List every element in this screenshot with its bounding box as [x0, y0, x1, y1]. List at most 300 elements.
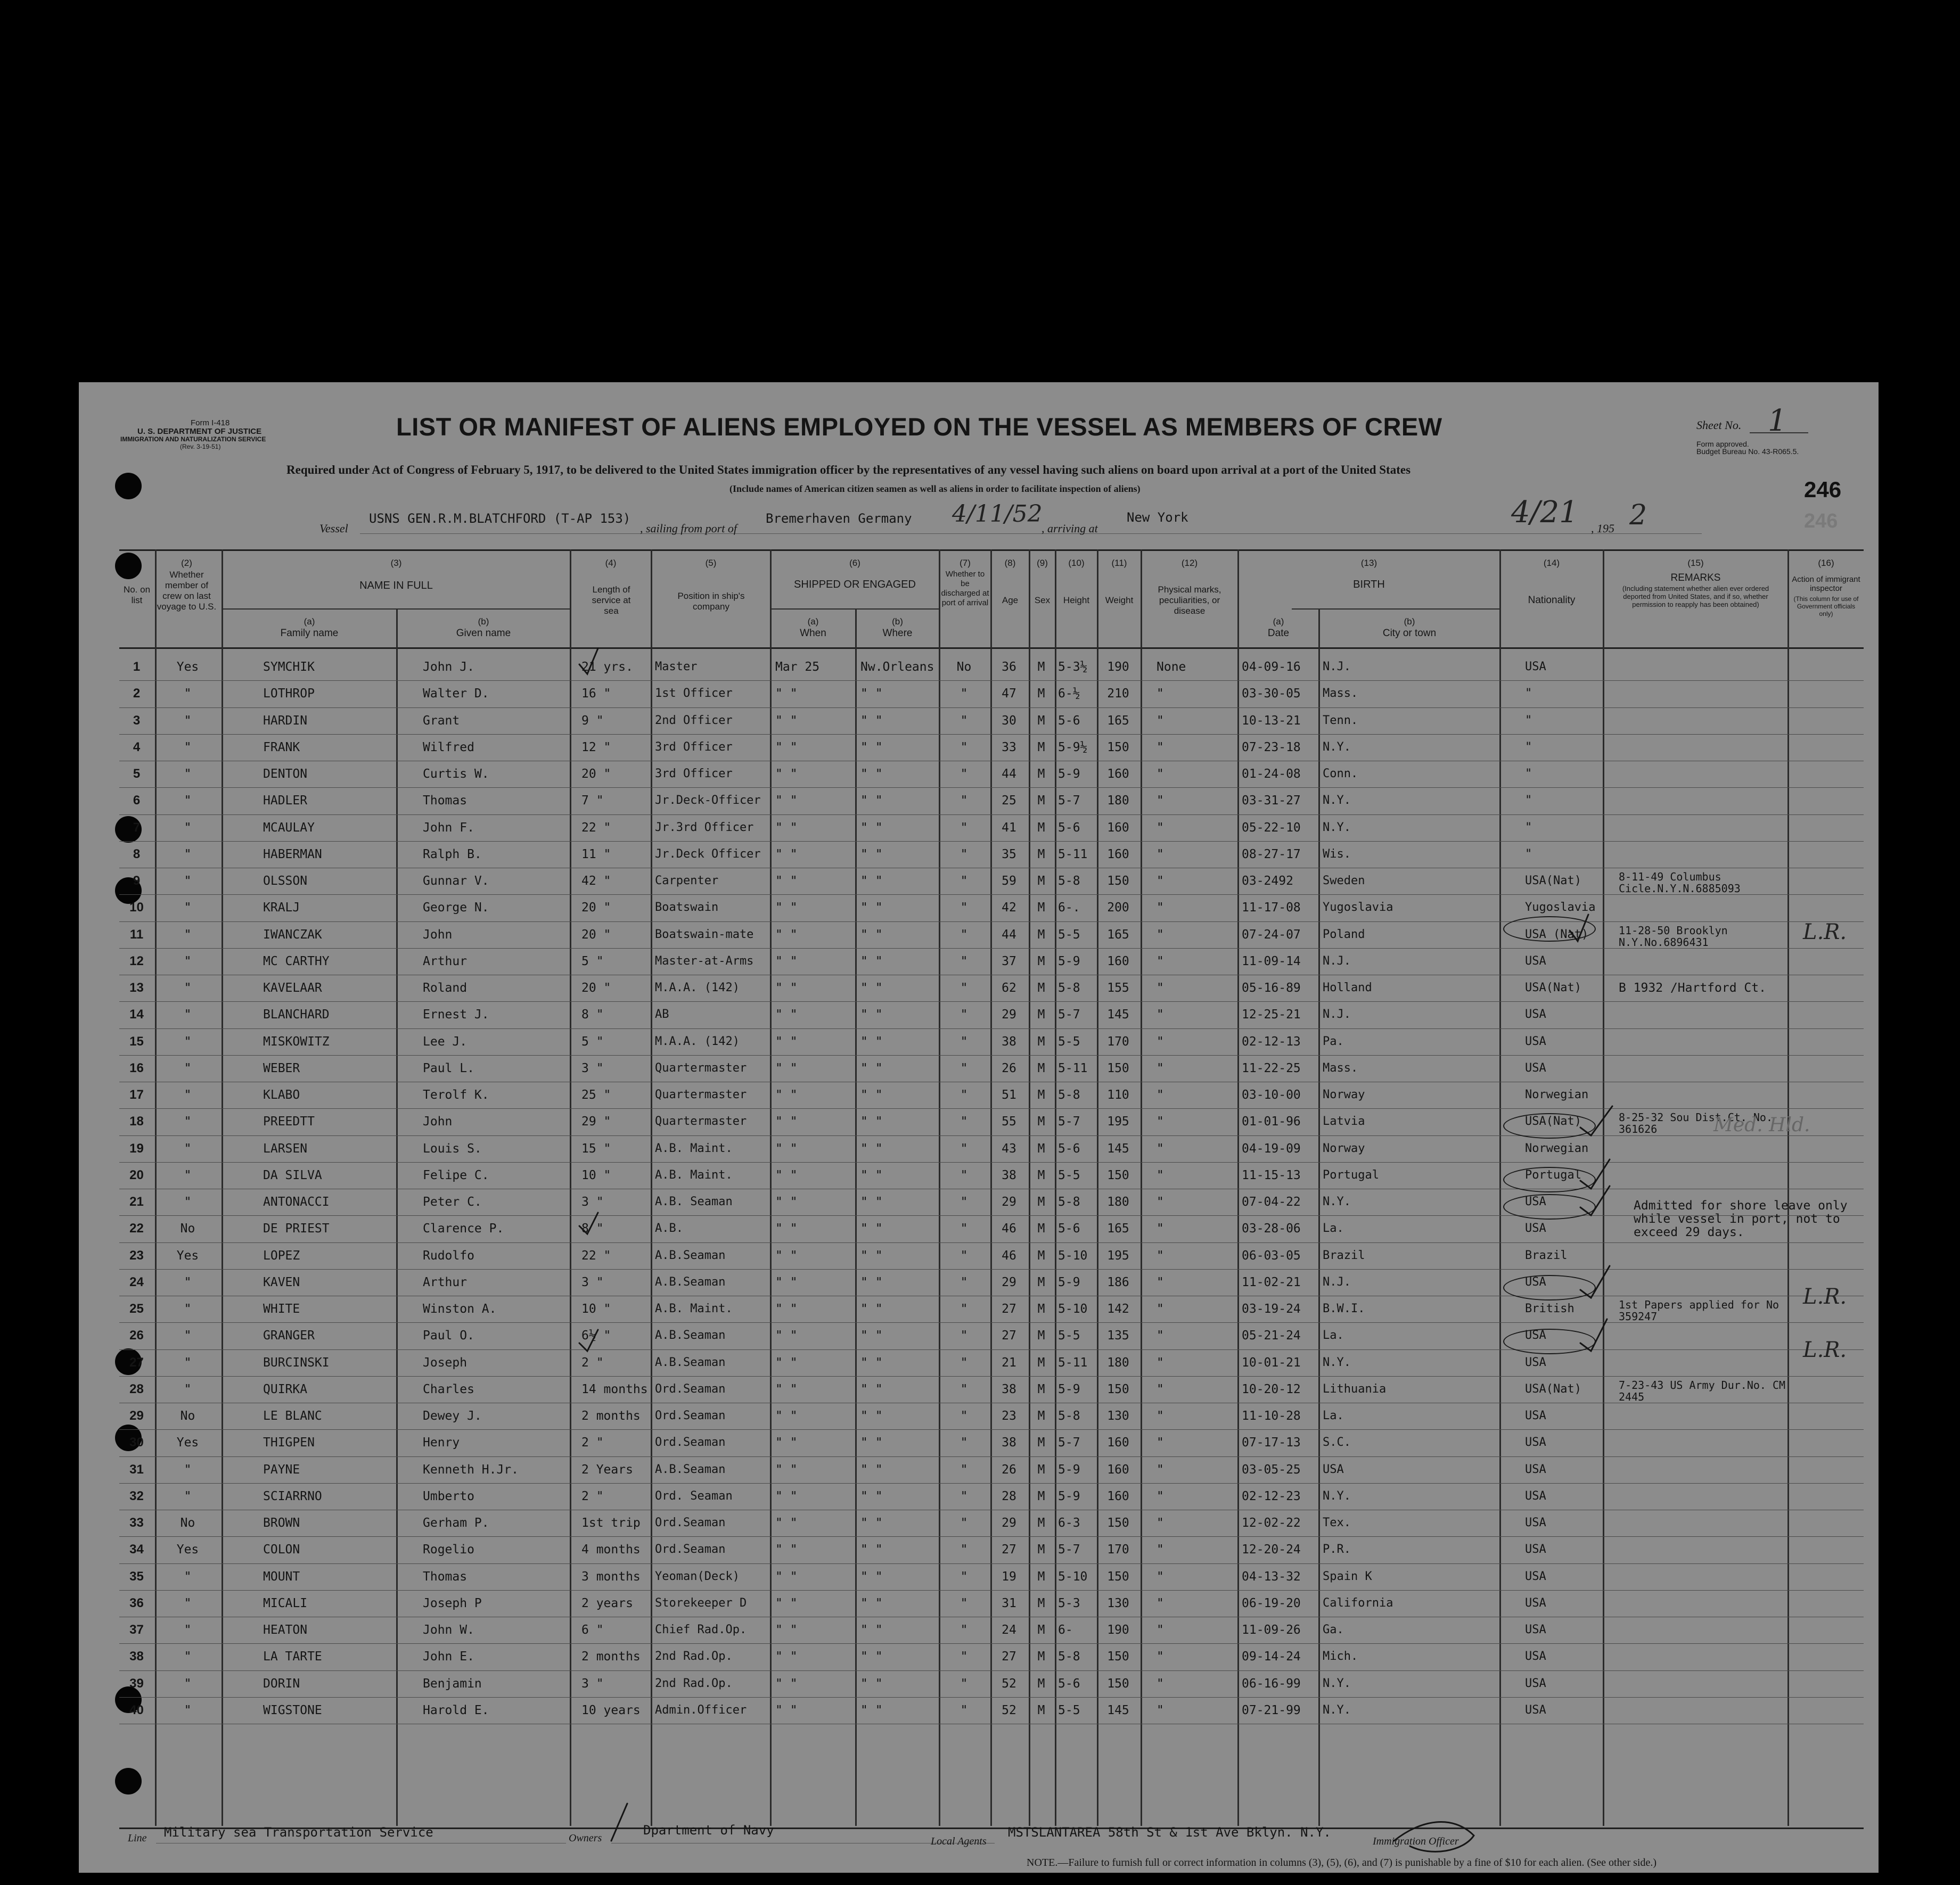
cell-nat: ": [1525, 740, 1532, 754]
cell-given: Gerham P.: [423, 1516, 489, 1530]
cell-no: 21: [129, 1195, 144, 1209]
cell-service: 4 months: [581, 1543, 641, 1557]
cell-no: 26: [129, 1328, 144, 1343]
cell-disch: ": [960, 1703, 968, 1717]
cell-position: Boatswain-mate: [655, 927, 754, 941]
cell-service: 20 ": [581, 927, 611, 942]
cell-when: " ": [775, 1409, 798, 1423]
inspector-initials: L.R.: [1803, 1285, 1847, 1309]
cell-age: 41: [1002, 820, 1016, 835]
cell-bcity: La.: [1323, 1222, 1344, 1236]
cell-service: 25 ": [581, 1088, 611, 1102]
cell-given: Lee J.: [423, 1034, 468, 1049]
cell-bcity: Latvia: [1323, 1115, 1365, 1129]
cell-position: M.A.A. (142): [655, 1034, 740, 1048]
cell-weight: 210: [1107, 687, 1129, 701]
cell-marks: ": [1157, 1275, 1164, 1289]
cell-age: 33: [1002, 740, 1016, 754]
cell-disch: ": [960, 1623, 968, 1637]
cell-family: QUIRKA: [263, 1382, 308, 1396]
cell-no: 27: [129, 1355, 144, 1370]
cell-service: 11 ": [581, 847, 611, 861]
cell-given: Ralph B.: [423, 847, 482, 861]
cell-given: Peter C.: [423, 1195, 482, 1209]
cell-prev: ": [184, 1569, 192, 1584]
cell-height: 5-7: [1058, 1543, 1080, 1557]
cell-family: WIGSTONE: [263, 1703, 322, 1717]
cell-disch: ": [960, 1141, 968, 1156]
cell-when: " ": [775, 1115, 798, 1129]
cell-bcity: Poland: [1323, 927, 1365, 941]
cell-where: " ": [860, 1703, 883, 1717]
cell-height: 5-3: [1058, 1596, 1080, 1610]
cell-age: 31: [1002, 1596, 1016, 1610]
cell-position: Ord.Seaman: [655, 1516, 726, 1529]
cell-bcity: N.Y.: [1323, 820, 1351, 834]
cell-weight: 145: [1107, 1703, 1129, 1717]
cell-disch: ": [960, 1248, 968, 1263]
cell-bdate: 12-02-22: [1242, 1516, 1301, 1530]
cell-disch: ": [960, 820, 968, 835]
cell-disch: ": [960, 1596, 968, 1610]
cell-family: MCAULAY: [263, 820, 315, 835]
cell-bdate: 05-21-24: [1242, 1329, 1301, 1343]
cell-no: 18: [129, 1114, 144, 1129]
cell-where: " ": [860, 1195, 883, 1209]
cell-age: 29: [1002, 1195, 1016, 1209]
cell-position: Ord.Seaman: [655, 1436, 726, 1450]
header-c14-num: (14): [1543, 558, 1560, 568]
header-c3a: Family name: [280, 628, 339, 639]
cell-sex: M: [1037, 1623, 1045, 1637]
cell-service: 8 ": [581, 1222, 604, 1236]
cell-bdate: 07-23-18: [1242, 740, 1301, 754]
cell-age: 52: [1002, 1703, 1016, 1717]
cell-bcity: N.J.: [1323, 1275, 1351, 1289]
admitted-note: Admitted for shore leave only while vessel in port, not to exceed 29 days.: [1634, 1199, 1848, 1239]
cell-nat: Portugal: [1525, 1168, 1581, 1182]
cell-nat: USA: [1525, 1623, 1546, 1636]
cell-no: 8: [133, 846, 141, 861]
cell-prev: ": [184, 901, 192, 915]
cell-age: 35: [1002, 847, 1016, 861]
cell-when: " ": [775, 1329, 798, 1343]
cell-weight: 155: [1107, 981, 1129, 995]
cell-bdate: 03-10-00: [1242, 1088, 1301, 1102]
cell-bdate: 11-02-21: [1242, 1275, 1301, 1289]
cell-position: A.B.Seaman: [655, 1462, 726, 1476]
cell-disch: No: [956, 660, 972, 674]
cell-height: 5-8: [1058, 1409, 1080, 1423]
cell-age: 43: [1002, 1141, 1016, 1156]
cell-sex: M: [1037, 1222, 1045, 1236]
cell-disch: ": [960, 1115, 968, 1129]
cell-prev: ": [184, 1329, 192, 1343]
cell-marks: ": [1157, 1302, 1164, 1316]
cell-family: PAYNE: [263, 1462, 300, 1477]
cell-bdate: 10-13-21: [1242, 713, 1301, 728]
cell-weight: 186: [1107, 1275, 1129, 1289]
cell-sex: M: [1037, 1275, 1045, 1289]
cell-height: 5-5: [1058, 1703, 1080, 1717]
cell-age: 24: [1002, 1623, 1016, 1637]
cell-sex: M: [1037, 1409, 1045, 1423]
cell-disch: ": [960, 1436, 968, 1450]
year-label: , 195: [1591, 522, 1614, 535]
cell-bdate: 05-22-10: [1242, 820, 1301, 835]
cell-family: KRALJ: [263, 901, 300, 915]
cell-position: Ord.Seaman: [655, 1409, 726, 1422]
cell-disch: ": [960, 1061, 968, 1075]
cell-when: " ": [775, 1061, 798, 1075]
cell-prev: ": [184, 1382, 192, 1396]
cell-height: 5-7: [1058, 1115, 1080, 1129]
cell-family: OLSSON: [263, 874, 308, 888]
cell-bcity: Tex.: [1323, 1516, 1351, 1529]
cell-where: Nw.Orleans: [860, 660, 934, 674]
cell-marks: ": [1157, 1248, 1164, 1263]
cell-given: Henry: [423, 1436, 460, 1450]
header-c13a: Date: [1267, 628, 1290, 639]
footer-note: NOTE.—Failure to furnish full or correct information in columns (3), (5), (6), and (7) is punishable by a fine of $10 for each alien. (See other side.): [1027, 1857, 1656, 1868]
cell-weight: 142: [1107, 1302, 1129, 1316]
cell-no: 28: [129, 1381, 144, 1396]
cell-when: " ": [775, 927, 798, 942]
cell-height: 5-8: [1058, 1195, 1080, 1209]
cell-disch: ": [960, 1355, 968, 1370]
cell-nat: USA: [1525, 1516, 1546, 1529]
cell-marks: ": [1157, 1462, 1164, 1477]
cell-service: 2 ": [581, 1436, 604, 1450]
header-c6b-num: (b): [892, 616, 903, 627]
cell-weight: 195: [1107, 1248, 1129, 1263]
cell-bdate: 03-30-05: [1242, 687, 1301, 701]
cell-weight: 130: [1107, 1409, 1129, 1423]
header-c12-num: (12): [1181, 558, 1198, 568]
cell-disch: ": [960, 1489, 968, 1503]
cell-height: 5-7: [1058, 1436, 1080, 1450]
cell-bdate: 04-13-32: [1242, 1569, 1301, 1584]
cell-family: LOTHROP: [263, 687, 315, 701]
cell-height: 5-9: [1058, 767, 1080, 781]
cell-weight: 160: [1107, 847, 1129, 861]
cell-where: " ": [860, 874, 883, 888]
cell-where: " ": [860, 1008, 883, 1022]
cell-bcity: N.Y.: [1323, 794, 1351, 808]
cell-disch: ": [960, 1302, 968, 1316]
cell-family: LARSEN: [263, 1141, 308, 1156]
cell-bcity: La.: [1323, 1409, 1344, 1422]
cell-no: 23: [129, 1248, 144, 1263]
cell-marks: ": [1157, 1623, 1164, 1637]
cell-when: " ": [775, 794, 798, 808]
cell-no: 9: [133, 874, 141, 888]
cell-service: 10 ": [581, 1168, 611, 1182]
cell-no: 38: [129, 1649, 144, 1664]
inspector-initials: L.R.: [1803, 1338, 1847, 1362]
cell-age: 23: [1002, 1409, 1016, 1423]
cell-position: Carpenter: [655, 874, 719, 887]
page-title: LIST OR MANIFEST OF ALIENS EMPLOYED ON THE VESSEL AS MEMBERS OF CREW: [396, 413, 1442, 441]
cell-nat: USA: [1525, 1703, 1546, 1717]
cell-weight: 150: [1107, 874, 1129, 888]
cell-where: " ": [860, 767, 883, 781]
cell-position: 2nd Officer: [655, 713, 733, 727]
cell-age: 38: [1002, 1168, 1016, 1182]
cell-nat: USA: [1525, 1355, 1546, 1369]
cell-age: 27: [1002, 1302, 1016, 1316]
cell-marks: ": [1157, 1222, 1164, 1236]
cell-given: Joseph P: [423, 1596, 482, 1610]
cell-height: 5-5: [1058, 927, 1080, 942]
cell-marks: ": [1157, 1141, 1164, 1156]
cell-prev: ": [184, 1650, 192, 1664]
cell-prev: ": [184, 1141, 192, 1156]
cell-bcity: Norway: [1323, 1088, 1365, 1101]
cell-when: " ": [775, 1222, 798, 1236]
cell-bdate: 03-31-27: [1242, 794, 1301, 808]
cell-disch: ": [960, 1543, 968, 1557]
nationality-circle: [1503, 1194, 1596, 1220]
cell-position: Ord.Seaman: [655, 1543, 726, 1557]
cell-marks: ": [1157, 981, 1164, 995]
cell-sex: M: [1037, 1248, 1045, 1263]
cell-nat: British: [1525, 1302, 1574, 1315]
cell-disch: ": [960, 954, 968, 968]
header-c16-sub: (This column for use of Government officials only): [1793, 595, 1859, 618]
cell-sex: M: [1037, 767, 1045, 781]
cell-position: Jr.Deck-Officer: [655, 794, 761, 808]
cell-weight: 180: [1107, 794, 1129, 808]
cell-bcity: Lithuania: [1323, 1382, 1387, 1396]
column-divider: [1141, 549, 1142, 1826]
cell-disch: ": [960, 901, 968, 915]
cell-bdate: 06-03-05: [1242, 1248, 1301, 1263]
header-c10: Height: [1063, 595, 1090, 605]
cell-weight: 135: [1107, 1329, 1129, 1343]
cell-marks: ": [1157, 740, 1164, 754]
cell-weight: 145: [1107, 1141, 1129, 1156]
cell-age: 38: [1002, 1436, 1016, 1450]
cell-where: " ": [860, 1596, 883, 1610]
cell-sex: M: [1037, 1355, 1045, 1370]
cell-sex: M: [1037, 660, 1045, 674]
cell-bcity: Ga.: [1323, 1623, 1344, 1636]
cell-disch: ": [960, 981, 968, 995]
header-c12: Physical marks, peculiarities, or disease: [1158, 585, 1221, 616]
cell-age: 38: [1002, 1034, 1016, 1049]
cell-bdate: 04-09-16: [1242, 660, 1301, 674]
cell-given: George N.: [423, 901, 489, 915]
cell-height: 5-6: [1058, 820, 1080, 835]
cell-given: Winston A.: [423, 1302, 497, 1316]
vessel-underline: [360, 533, 1702, 534]
header-c9: Sex: [1034, 595, 1051, 605]
cell-nat: USA: [1525, 1569, 1546, 1583]
arriving-label: , arriving at: [1041, 522, 1098, 535]
cell-where: " ": [860, 847, 883, 861]
cell-bcity: N.Y.: [1323, 1195, 1351, 1208]
cell-age: 36: [1002, 660, 1016, 674]
cell-when: " ": [775, 1088, 798, 1102]
nationality-circle: [1503, 1275, 1596, 1300]
cell-where: " ": [860, 1115, 883, 1129]
header-c14: Nationality: [1528, 595, 1576, 606]
header-c6: SHIPPED OR ENGAGED: [794, 579, 916, 590]
cell-family: BURCINSKI: [263, 1355, 330, 1370]
cell-no: 15: [129, 1034, 144, 1049]
cell-position: 3rd Officer: [655, 740, 733, 754]
cell-where: " ": [860, 1409, 883, 1423]
cell-sex: M: [1037, 1569, 1045, 1584]
cell-prev: ": [184, 1061, 192, 1075]
column-divider: [1499, 549, 1501, 1826]
header-c5: Position in ship's company: [677, 591, 745, 612]
cell-prev: ": [184, 847, 192, 861]
header-c16-num: (16): [1818, 558, 1834, 568]
stamp-number: 246: [1804, 477, 1842, 502]
cell-bcity: Mich.: [1323, 1650, 1358, 1664]
cell-marks: ": [1157, 1195, 1164, 1209]
cell-position: Quartermaster: [655, 1061, 747, 1075]
cell-height: 5-6: [1058, 1222, 1080, 1236]
cell-marks: ": [1157, 687, 1164, 701]
cell-given: John E.: [423, 1650, 474, 1664]
header-c6b: Where: [882, 628, 913, 639]
cell-given: John W.: [423, 1623, 474, 1637]
cell-no: 32: [129, 1488, 144, 1503]
cell-no: 35: [129, 1569, 144, 1584]
header-c13b: City or town: [1382, 628, 1437, 639]
cell-sex: M: [1037, 1650, 1045, 1664]
cell-given: Paul L.: [423, 1061, 474, 1075]
cell-where: " ": [860, 1275, 883, 1289]
cell-weight: 130: [1107, 1596, 1129, 1610]
cell-bcity: Brazil: [1323, 1248, 1365, 1262]
cell-service: 3 ": [581, 1195, 604, 1209]
cell-height: 5-9½: [1058, 740, 1088, 754]
cell-service: 2 years: [581, 1596, 633, 1610]
cell-where: " ": [860, 1141, 883, 1156]
cell-sex: M: [1037, 927, 1045, 942]
cell-weight: 170: [1107, 1034, 1129, 1049]
cell-nat: USA: [1525, 1676, 1546, 1690]
cell-no: 37: [129, 1623, 144, 1637]
cell-when: " ": [775, 1008, 798, 1022]
form-service: IMMIGRATION AND NATURALIZATION SERVICE: [120, 435, 266, 443]
cell-prev: Yes: [176, 1543, 199, 1557]
cell-service: 3 ": [581, 1676, 604, 1691]
cell-prev: ": [184, 1703, 192, 1717]
cell-sex: M: [1037, 1141, 1045, 1156]
cell-bdate: 11-10-28: [1242, 1409, 1301, 1423]
cell-nat: USA: [1525, 1222, 1546, 1236]
cell-where: " ": [860, 1168, 883, 1182]
cell-disch: ": [960, 1516, 968, 1530]
cell-when: " ": [775, 687, 798, 701]
cell-sex: M: [1037, 740, 1045, 754]
arrival-port: New York: [1127, 510, 1188, 525]
cell-where: " ": [860, 1489, 883, 1503]
cell-disch: ": [960, 1195, 968, 1209]
cell-prev: ": [184, 820, 192, 835]
cell-prev: ": [184, 1462, 192, 1477]
cell-prev: ": [184, 794, 192, 808]
cell-sex: M: [1037, 1008, 1045, 1022]
cell-height: 5-5: [1058, 1329, 1080, 1343]
cell-position: 2nd Rad.Op.: [655, 1650, 733, 1664]
cell-family: ANTONACCI: [263, 1195, 330, 1209]
cell-disch: ": [960, 847, 968, 861]
header-c13: BIRTH: [1353, 579, 1385, 590]
cell-weight: 170: [1107, 1543, 1129, 1557]
cell-bcity: N.J.: [1323, 954, 1351, 968]
cell-where: " ": [860, 901, 883, 915]
cell-bdate: 02-12-23: [1242, 1489, 1301, 1503]
cell-given: Umberto: [423, 1489, 474, 1503]
cell-where: " ": [860, 1302, 883, 1316]
cell-age: 42: [1002, 901, 1016, 915]
cell-family: SYMCHIK: [263, 660, 315, 674]
column-divider: [1787, 549, 1789, 1826]
cell-nat: USA (Nat): [1525, 927, 1589, 941]
cell-height: 6-: [1058, 1623, 1073, 1637]
cell-when: " ": [775, 713, 798, 728]
cell-prev: ": [184, 1008, 192, 1022]
cell-prev: Yes: [176, 1248, 199, 1263]
cell-weight: 200: [1107, 901, 1129, 915]
cell-where: " ": [860, 1676, 883, 1691]
cell-service: 2 ": [581, 1489, 604, 1503]
cell-marks: ": [1157, 1168, 1164, 1182]
cell-marks: ": [1157, 1355, 1164, 1370]
cell-marks: ": [1157, 820, 1164, 835]
cell-nat: USA: [1525, 1275, 1546, 1289]
cell-age: 47: [1002, 687, 1016, 701]
cell-height: 5-8: [1058, 874, 1080, 888]
cell-family: DENTON: [263, 767, 308, 781]
cell-nat: USA: [1525, 954, 1546, 968]
cell-position: Ord. Seaman: [655, 1489, 733, 1503]
vessel-label: Vessel: [319, 522, 348, 535]
cell-nat: USA: [1525, 1543, 1546, 1557]
cell-prev: No: [180, 1516, 195, 1530]
cell-nat: USA: [1525, 1436, 1546, 1450]
owners-value: Dpartment of Navy: [643, 1823, 774, 1838]
cell-bcity: Mass.: [1323, 687, 1358, 701]
cell-prev: ": [184, 874, 192, 888]
cell-where: " ": [860, 1543, 883, 1557]
cell-service: 22 ": [581, 1248, 611, 1263]
cell-given: Walter D.: [423, 687, 489, 701]
cell-marks: ": [1157, 1703, 1164, 1717]
header-c15-num: (15): [1687, 558, 1704, 568]
cell-no: 17: [129, 1088, 144, 1102]
cell-bdate: 06-19-20: [1242, 1596, 1301, 1610]
cell-bcity: Pa.: [1323, 1034, 1344, 1048]
cell-service: 1st trip: [581, 1516, 641, 1530]
cell-marks: ": [1157, 1676, 1164, 1691]
cell-given: Benjamin: [423, 1676, 482, 1691]
cell-when: " ": [775, 1543, 798, 1557]
cell-weight: 150: [1107, 1168, 1129, 1182]
cell-marks: ": [1157, 1329, 1164, 1343]
cell-family: MISKOWITZ: [263, 1034, 330, 1049]
cell-given: Harold E.: [423, 1703, 489, 1717]
cell-given: Thomas: [423, 1569, 468, 1584]
cell-family: MICALI: [263, 1596, 308, 1610]
cell-no: 31: [129, 1462, 144, 1477]
